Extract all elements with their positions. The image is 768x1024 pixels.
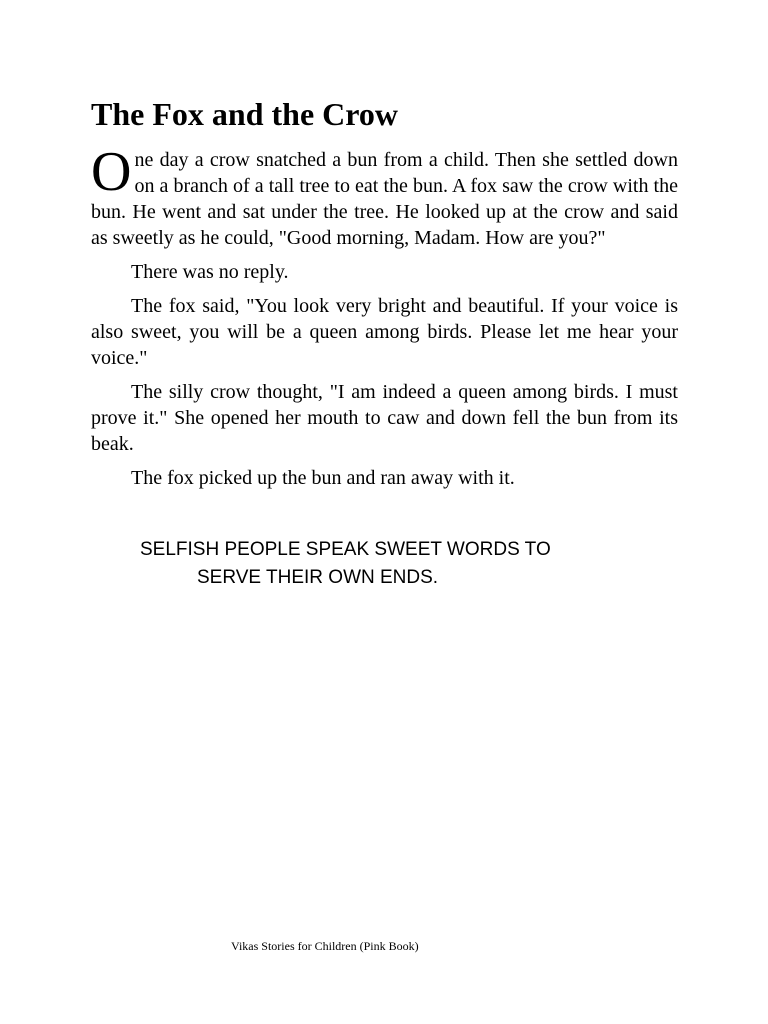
story-paragraph-2: There was no reply. bbox=[131, 261, 289, 283]
moral-line-1: SELFISH PEOPLE SPEAK SWEET WORDS TO bbox=[140, 539, 551, 560]
story-body bbox=[91, 141, 678, 499]
story-paragraph-1 bbox=[91, 141, 678, 251]
story-paragraph-1-text: ne day a crow snatched a bun from a child. Then she settled down on a branch of a tall tree to eat the bun. A fox saw the crow with the bun. He went and sat under the tree. He looked up at the crow and said as sweetly as he could, "Good morning, Madam. How are you?" bbox=[91, 149, 678, 249]
document-page bbox=[91, 0, 678, 1024]
story-paragraph-4: The silly crow thought, "I am indeed a queen among birds. I must prove it." She opened her mouth to caw and down fell the bun from its beak. bbox=[91, 381, 678, 455]
moral-line-2: SERVE THEIR OWN ENDS. bbox=[197, 567, 439, 588]
page-footer: Vikas Stories for Children (Pink Book) bbox=[231, 939, 419, 953]
drop-cap: O bbox=[91, 141, 132, 203]
story-title: The Fox and the Crow bbox=[91, 96, 398, 132]
moral-text bbox=[140, 536, 551, 592]
story-paragraph-5: The fox picked up the bun and ran away with it. bbox=[131, 467, 515, 489]
story-paragraph-3: The fox said, "You look very bright and beautiful. If your voice is also sweet, you will be a queen among birds. Please let me hear your voice." bbox=[91, 295, 678, 369]
